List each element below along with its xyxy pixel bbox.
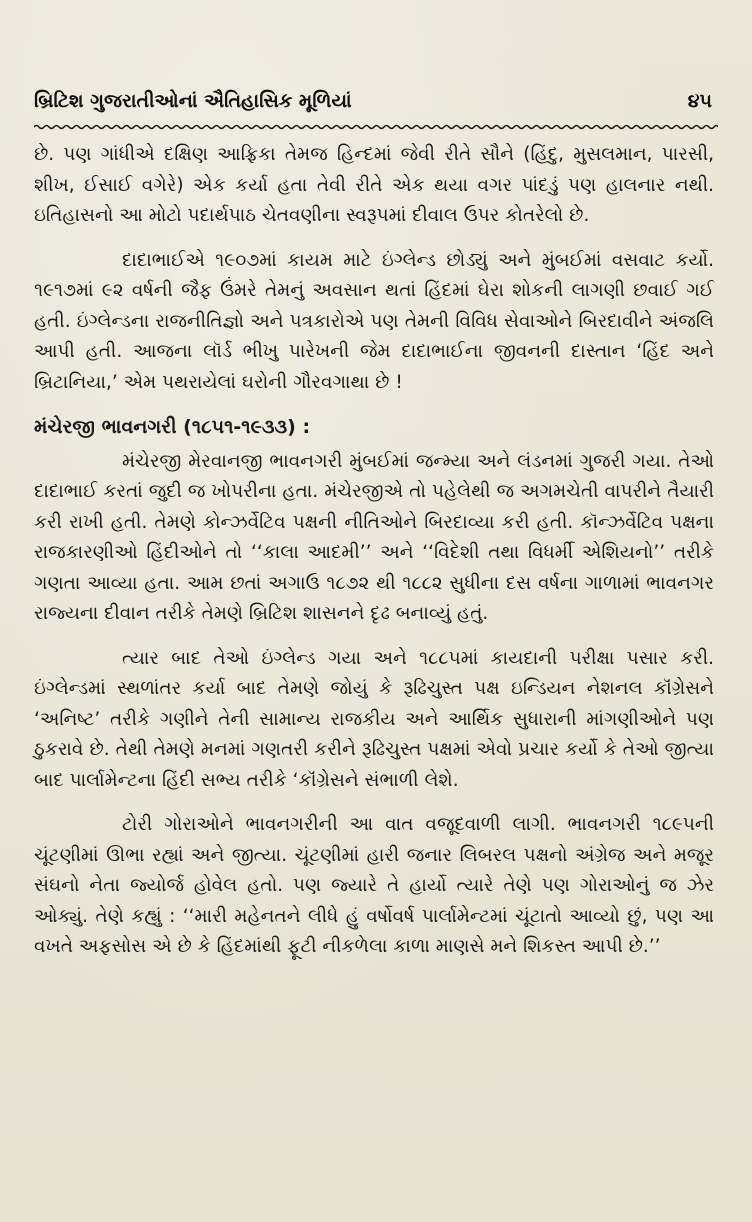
running-header <box>34 90 712 112</box>
paragraph-continued: છે. પણ ગાંધીએ દક્ષિણ આફ્રિકા તેમજ હિન્દમાં જેવી રીતે સૌને (હિંદુ, મુસલમાન, પારસી, શીખ, ઈસાઈ વગેરે) એક કર્યા હતા તેવી રીતે એક થયા વગર પાંદડું પણ હાલનાર નથી. ઇતિહાસનો આ મોટો પદાર્થપાઠ ચેતવણીના સ્વરૂપમાં દીવાલ ઉપર કોતરેલો છે. <box>34 144 714 226</box>
decorative-wavy-rule <box>34 124 718 130</box>
section-paragraph: ત્યાર બાદ તેઓ ઇંગ્લેન્ડ ગયા અને ૧૮૮૫માં કાયદાની પરીક્ષા પસાર કરી. ઇંગ્લેન્ડમાં સ્થળાંતર કર્યા બાદ તેમણે જોયું કે રૂઢિચુસ્ત પક્ષ ઇન્ડિયન નેશનલ કૉંગ્રેસને ‘અનિષ્ટ’ તરીકે ગણીને તેની સામાન્ય રાજકીય અને આર્થિક સુધારાની માંગણીઓને પણ ઠુકરાવે છે. તેથી તેમણે મનમાં ગણતરી કરીને રૂઢિચુસ્ત પક્ષમાં એવો પ્રચાર કર્યો કે તેઓ જીત્યા બાદ પાર્લામેન્ટના હિંદી સભ્ય તરીકે ‘કૉંગ્રેસને સંભાળી લેશે. <box>34 647 714 791</box>
page-body <box>34 140 714 977</box>
section-paragraph: ટોરી ગોરાઓને ભાવનગરીની આ વાત વજૂદવાળી લાગી. ભાવનગરી ૧૮૯૫ની ચૂંટણીમાં ઊભા રહ્યાં અને જીત્યા. ચૂંટણીમાં હારી જનાર લિબરલ પક્ષનો અંગ્રેજ અને મજૂર સંઘનો નેતા જ્યોર્જ હોવેલ હતો. પણ જ્યારે તે હાર્યો ત્યારે તેણે પણ ગોરાઓનું જ ઝેર ઓક્યું. તેણે કહ્યું : ‘‘મારી મહેનતને લીધે હું વર્ષોવર્ષ પાર્લામેન્ટમાં ચૂંટાતો આવ્યો છું, પણ આ વખતે અફસોસ એ છે કે હિંદમાંથી ફૂટી નીકળેલા કાળા માણસે મને શિકસ્ત આપી છે.’’ <box>34 814 714 957</box>
page-number: ૪૫ <box>687 90 712 112</box>
running-header-title: બ્રિટિશ ગુજરાતીઓનાં ઐતિહાસિક મૂળિયાં <box>34 90 352 112</box>
paragraph-dadabhai: દાદાભાઈએ ૧૯૦૭માં કાયમ માટે ઇંગ્લેન્ડ છોડ્યું અને મુંબઈમાં વસવાટ કર્યો. ૧૯૧૭માં ૯૨ વર્ષની જૈફ ઉંમરે તેમનું અવસાન થતાં હિંદમાં ઘેરા શોકની લાગણી છવાઈ ગઈ હતી. ઇંગ્લેન્ડના રાજનીતિજ્ઞો અને પત્રકારોએ પણ તેમની વિવિધ સેવાઓને બિરદાવીને અંજલિ આપી હતી. આજના લૉર્ડ ભીખુ પારેખની જેમ દાદાભાઈના જીવનની દાસ્તાન ‘હિંદ અને બ્રિટાનિયા,’ એમ પથરાયેલાં ઘરોની ગૌરવગાથા છે ! <box>34 249 714 393</box>
section-paragraph: મંચેરજી મેરવાનજી ભાવનગરી મુંબઈમાં જન્મ્યા અને લંડનમાં ગુજરી ગયા. તેઓ દાદાભાઈ કરતાં જુદી જ ખોપરીના હતા. મંચેરજીએ તો પહેલેથી જ અગમચેતી વાપરીને તૈયારી કરી રાખી હતી. તેમણે કોન્ઝર્વેટિવ પક્ષની નીતિઓને બિરદાવ્યા કરી હતી. કૉન્ઝર્વેટિવ પક્ષના રાજકારણીઓ હિંદીઓને તો ‘‘કાલા આદમી’’ અને ‘‘વિદેશી તથા વિધર્મી એશિયનો’’ તરીકે ગણતા આવ્યા હતા. આમ છતાં અગાઉ ૧૮૭૨ થી ૧૮૮૨ સુધીના દસ વર્ષના ગાળામાં ભાવનગર રાજ્યના દીવાન તરીકે તેમણે બ્રિટિશ શાસનને દૃઢ બનાવ્યું હતું. <box>34 450 714 624</box>
section-heading: મંચેરજી ભાવનગરી (૧૮૫૧-૧૯૩૩) : <box>34 416 311 438</box>
